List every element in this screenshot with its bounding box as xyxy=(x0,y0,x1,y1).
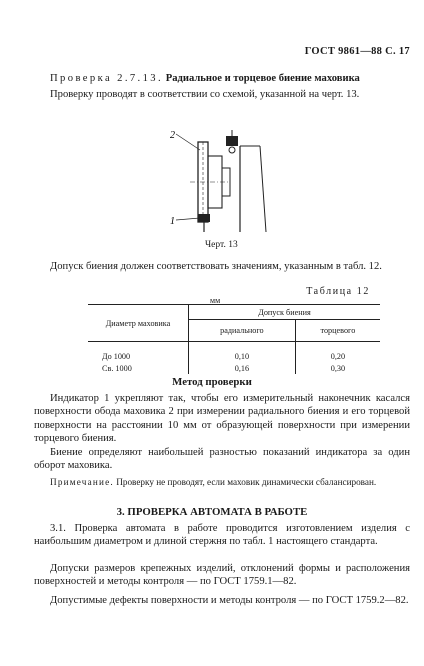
method-heading: Метод проверки xyxy=(172,376,252,388)
table-cell-diameter: Св. 1000 xyxy=(88,362,189,374)
table-cell-diameter: До 1000 xyxy=(88,342,189,363)
table-header-group: Допуск биения xyxy=(189,305,381,320)
paragraph-runout: Биение определяют наибольшей разностью показаний индикатора за один оборот маховика. xyxy=(34,447,410,472)
table-caption: Таблица 12 xyxy=(306,286,370,297)
note-text: Проверку не проводят, если маховик динамически сбалансирован. xyxy=(116,477,377,487)
check-heading xyxy=(34,72,410,85)
paragraph-3-1: 3.1. Проверка автомата в работе проводится изготовлением изделия с наибольшим диаметром и длиной стержня по табл. 1 настоящего стандарта. xyxy=(34,523,410,548)
paragraph-defects: Допустимые дефекты поверхности и методы контроля — по ГОСТ 1759.2—82. xyxy=(50,595,409,606)
paragraph-indicator: Индикатор 1 укрепляют так, чтобы его измерительный наконечник касался поверхности обода маховика 2 при измерении радиального биения и его торцевой поверхности на расстоянии 10 мм от образующей поверхности при измерении торцевого биения. xyxy=(34,393,410,445)
table-cell-axial: 0,30 xyxy=(330,363,346,373)
indicator-setup-drawing xyxy=(170,128,280,236)
table-row xyxy=(88,342,380,363)
table-row xyxy=(88,362,380,374)
table-header-radial: радиального xyxy=(189,320,296,342)
paragraph-tolerances: Допуски размеров крепежных изделий, отклонений формы и расположения поверхностей и методы контроля — по ГОСТ 1759.1—82. xyxy=(34,563,410,588)
table-cell-radial: 0,10 xyxy=(189,342,296,363)
note-label: Примечание. xyxy=(50,477,114,487)
page-header: ГОСТ 9861—88 С. 17 xyxy=(304,46,410,57)
figure-caption: Черт. 13 xyxy=(205,240,238,250)
tolerance-table xyxy=(88,304,380,374)
check-number: Проверка 2.7.13. xyxy=(50,73,164,84)
check-title: Радиальное и торцевое биение маховика xyxy=(165,73,360,84)
section-3-heading: 3. ПРОВЕРКА АВТОМАТА В РАБОТЕ xyxy=(116,506,308,518)
table-unit: мм xyxy=(210,296,221,305)
note xyxy=(34,476,410,488)
table-header-axial: торцевого xyxy=(295,320,380,342)
paragraph-tolerance: Допуск биения должен соответствовать значениям, указанным в табл. 12. xyxy=(50,261,382,272)
figure-13-diagram xyxy=(170,128,280,236)
table-cell-radial: 0,16 xyxy=(189,362,296,374)
figure-label-2: 2 xyxy=(170,130,175,141)
figure-label-1: 1 xyxy=(170,216,175,227)
paragraph-procedure: Проверку проводят в соответствии со схемой, указанной на черт. 13. xyxy=(50,89,360,100)
table-header-diameter: Диаметр маховика xyxy=(88,305,189,342)
table-cell-axial: 0,20 xyxy=(330,351,346,361)
